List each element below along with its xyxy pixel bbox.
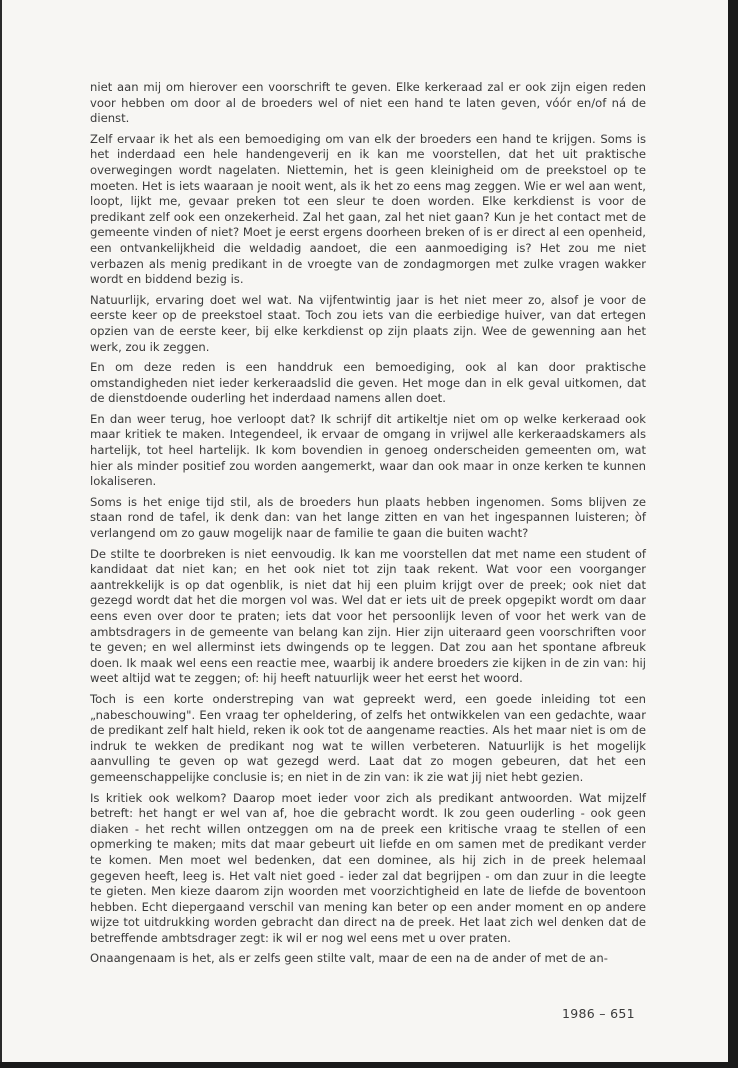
article-body bbox=[90, 80, 646, 972]
paragraph-2: Zelf ervaar ik het als een bemoediging om van elk der broeders een hand te krijgen. Soms is het inderdaad een hele handengeverij en ik kan me voorstellen, dat het uit praktische overwegingen wordt nagelaten. Niettemin, het is geen kleinigheid om de preekstoel op te moeten. Het is iets waaraan je nooit went, als ik het zo eens mag zeggen. Wie er wel aan went, loopt, lijkt me, gevaar preken tot een sleur te doen worden. Elke kerkdienst is voor de predikant zelf ook een onzekerheid. Zal het gaan, zal het niet gaan? Kun je het contact met de gemeente vinden of niet? Moet je eerst ergens doorheen breken of is er direct al een openheid, een ontvankelijkheid die weldadig aandoet, die een aanmoediging is? Het zou me niet verbazen als menig predikant in de vroegte van de zondagmorgen met zulke vragen wakker wordt en biddend bezig is. bbox=[90, 131, 646, 287]
paragraph-5: En dan weer terug, hoe verloopt dat? Ik schrijf dit artikeltje niet om op welke kerkeraad ook maar kritiek te maken. Integendeel, ik ervaar de omgang in vrijwel alle kerkeraadskamers als hartelijk, tot heel hartelijk. Ik kom bovendien in genoeg onderscheiden gemeenten om, wat hier als minder positief zou worden aangemerkt, waar dan ook maar in onze kerken te kunnen lokaliseren. bbox=[90, 411, 646, 489]
paragraph-7: De stilte te doorbreken is niet eenvoudig. Ik kan me voorstellen dat met name een student of kandidaat dat niet kan; en het ook niet tot zijn taak rekent. Wat voor een voorganger aantrekkelijk is op dat ogenblik, is niet dat hij een pluim krijgt over de preek; ook niet dat gezegd wordt dat het die morgen vol was. Wel dat er iets uit de preek opgepikt wordt om daar eens even over door te praten; iets dat voor het persoonlijk leven of voor het werk van de ambtsdragers in de gemeente van belang kan zijn. Hier zijn uiteraard geen voorschriften voor te geven; en wel allerminst iets dwingends op te leggen. Dat zou aan het spontane afbreuk doen. Ik maak wel eens een reactie mee, waarbij ik andere broeders zie kijken in de zin van: hij weet altijd wat te zeggen; of: hij heeft natuurlijk weer het eerst het woord. bbox=[90, 546, 646, 686]
paragraph-10: Onaangenaam is het, als er zelfs geen stilte valt, maar de een na de ander of met de an- bbox=[90, 951, 608, 966]
paragraph-3: Natuurlijk, ervaring doet wel wat. Na vijfentwintig jaar is het niet meer zo, alsof je voor de eerste keer op de preekstoel staat. Toch zou iets van die eerbiedige huiver, van dat ertegen opzien van de eerste keer, bij elke kerkdienst op zijn plaats zijn. Wee de gewenning aan het werk, zou ik zeggen. bbox=[90, 292, 646, 354]
paragraph-6: Soms is het enige tijd stil, als de broeders hun plaats hebben ingenomen. Soms blijven ze staan rond de tafel, ik denk dan: van het lange zitten en van het ingespannen luisteren; òf verlangend om zo gauw mogelijk naar de familie te gaan die buiten wacht? bbox=[90, 494, 646, 541]
scan-edge-bottom bbox=[0, 1062, 738, 1068]
paragraph-8: Toch is een korte onderstreping van wat gepreekt werd, een goede inleiding tot een „nabeschouwing". Een vraag ter opheldering, of zelfs het ontwikkelen van een gedachte, waar de predikant zelf halt hield, reken ik ook tot de aangename reacties. Als het maar niet is om de indruk te wekken de predikant nog wat te willen verbeteren. Natuurlijk is het mogelijk aanvulling te geven op wat gezegd werd. Laat dat zo mogen gebeuren, dat het een gemeenschappelijke conclusie is; en niet in de zin van: ik zie wat jij niet hebt gezien. bbox=[90, 691, 646, 784]
scan-edge-right bbox=[728, 0, 738, 1068]
paragraph-9: Is kritiek ook welkom? Daarop moet ieder voor zich als predikant antwoorden. Wat mijzelf betreft: het hangt er wel van af, hoe die gebracht wordt. Ik zou geen ouderling - ook geen diaken - het recht willen ontzeggen om na de preek een kritische vraag te stellen of een opmerking te maken; mits dat maar gebeurt uit liefde en om samen met de predikant verder te komen. Men moet wel bedenken, dat een dominee, als hij zich in de preek helemaal gegeven heeft, leeg is. Het valt niet goed - ieder zal dat begrijpen - om dan zuur in die leegte te gieten. Men kieze daarom zijn woorden met voorzichtigheid en late de liefde de boventoon hebben. Echt diepergaand verschil van mening kan beter op een ander moment en op andere wijze tot uitdrukking worden gebracht dan direct na de preek. Het laat zich wel denken dat de betreffende ambtsdrager zegt: ik wil er nog wel eens met u over praten. bbox=[90, 790, 646, 945]
page-number: 1986 – 651 bbox=[562, 1006, 635, 1021]
paragraph-4: En om deze reden is een handdruk een bemoediging, ook al kan door praktische omstandigheden niet ieder kerkeraadslid die geven. Het moge dan in elk geval uitkomen, dat de dienstdoende ouderling het inderdaad namens allen doet. bbox=[90, 360, 646, 406]
paragraph-1: niet aan mij om hierover een voorschrift te geven. Elke kerkeraad zal er ook zijn eigen reden voor hebben om door al de broeders wel of niet een hand te laten geven, vóór en/of ná de dienst. bbox=[90, 80, 646, 126]
